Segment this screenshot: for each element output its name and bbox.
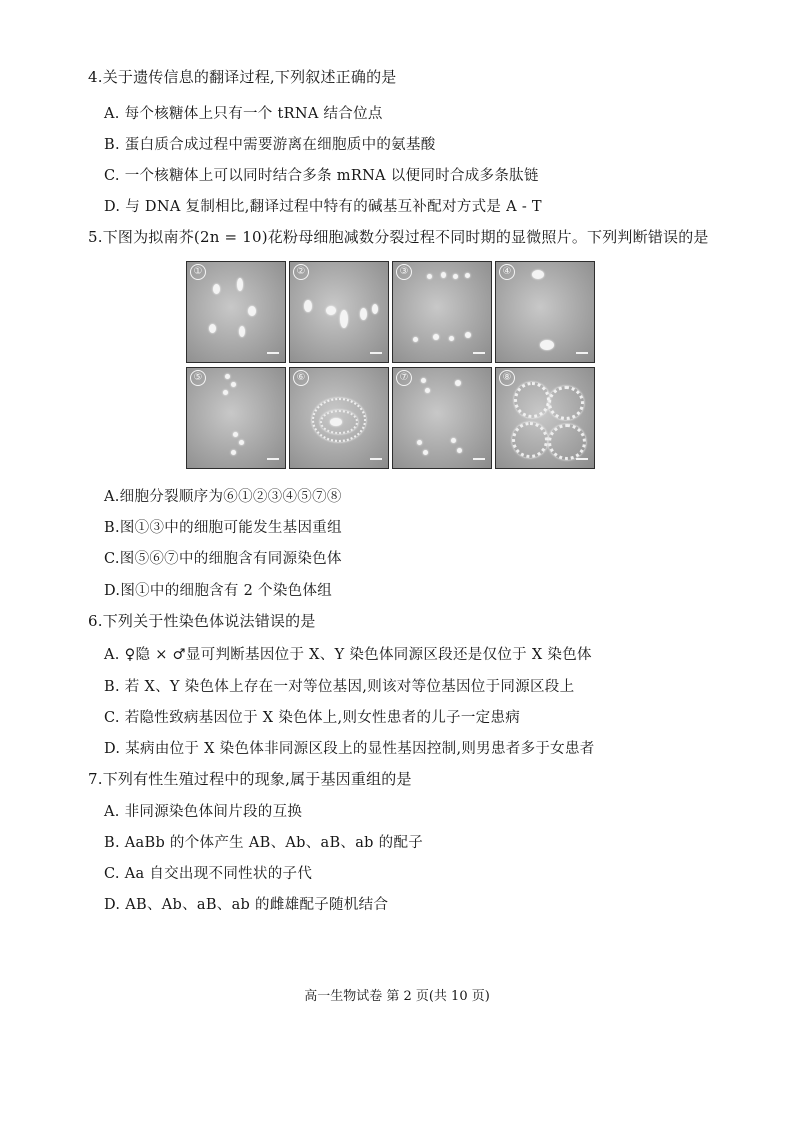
micrograph-panel-4 — [495, 261, 595, 363]
chromosome-mark — [453, 274, 458, 279]
panel-1-label: ① — [190, 264, 206, 280]
question-7-option-a: A. 非同源染色体间片段的互换 — [104, 804, 303, 820]
question-7-option-d: D. AB、Ab、aB、ab 的雌雄配子随机结合 — [104, 897, 389, 913]
chromosome-mark — [330, 418, 342, 426]
panel-2-label: ② — [293, 264, 309, 280]
scale-bar — [370, 458, 382, 460]
question-5-option-d: D.图①中的细胞含有 2 个染色体组 — [104, 583, 333, 599]
chromosome-mark — [465, 332, 471, 338]
question-5-option-b: B.图①③中的细胞可能发生基因重组 — [104, 520, 342, 536]
scale-bar — [576, 458, 588, 460]
chromosome-mark — [455, 380, 461, 386]
question-4-stem: 4.关于遗传信息的翻译过程,下列叙述正确的是 — [88, 68, 397, 86]
chromosome-mark — [225, 374, 230, 379]
chromosome-mark — [237, 278, 243, 291]
question-5-option-a: A.细胞分裂顺序为⑥①②③④⑤⑦⑧ — [104, 489, 342, 505]
micrograph-panel-6 — [289, 367, 389, 469]
page-footer: 高一生物试卷 第 2 页(共 10 页) — [304, 989, 490, 1004]
question-4-option-c: C. 一个核糖体上可以同时结合多条 mRNA 以便同时合成多条肽链 — [104, 168, 539, 184]
chromosome-mark — [326, 306, 336, 315]
micrograph-panel-8 — [495, 367, 595, 469]
scale-bar — [267, 352, 279, 354]
chromosome-mark — [540, 340, 554, 350]
chromosome-mark — [239, 440, 244, 445]
chromosome-mark — [421, 378, 426, 383]
chromosome-mark — [340, 310, 348, 328]
panel-8-label: ⑧ — [499, 370, 515, 386]
chromosome-mark — [209, 324, 216, 333]
chromosome-mark — [304, 300, 312, 312]
question-6-option-c: C. 若隐性致病基因位于 X 染色体上,则女性患者的儿子一定患病 — [104, 710, 521, 726]
chromosome-mark — [425, 388, 430, 393]
question-5-stem: 5.下图为拟南芥(2n = 10)花粉母细胞减数分裂过程不同时期的显微照片。下列判断错误的是 — [88, 228, 709, 246]
chromosome-mark — [449, 336, 454, 341]
question-7-stem: 7.下列有性生殖过程中的现象,属于基因重组的是 — [88, 770, 412, 788]
chromosome-mark — [441, 272, 446, 278]
chromosome-mark — [514, 382, 550, 418]
chromosome-mark — [512, 422, 548, 458]
chromosome-mark — [233, 432, 238, 437]
question-6-option-a: A. ♀隐 × ♂显可判断基因位于 X、Y 染色体同源区段还是仅位于 X 染色体 — [104, 647, 592, 663]
scale-bar — [576, 352, 588, 354]
panel-3-label: ③ — [396, 264, 412, 280]
micrograph-panel-1 — [186, 261, 286, 363]
scale-bar — [473, 352, 485, 354]
chromosome-mark — [548, 424, 586, 460]
chromosome-mark — [413, 337, 418, 342]
scale-bar — [267, 458, 279, 460]
micrograph-panel-5 — [186, 367, 286, 469]
chromosome-mark — [231, 450, 236, 455]
micrograph-panel-2 — [289, 261, 389, 363]
panel-7-label: ⑦ — [396, 370, 412, 386]
question-4-option-d: D. 与 DNA 复制相比,翻译过程中特有的碱基互补配对方式是 A - T — [104, 199, 542, 215]
chromosome-mark — [427, 274, 432, 279]
question-7-option-c: C. Aa 自交出现不同性状的子代 — [104, 866, 313, 882]
micrograph-panel-3 — [392, 261, 492, 363]
chromosome-mark — [423, 450, 428, 455]
micrograph-panel-7 — [392, 367, 492, 469]
chromosome-mark — [451, 438, 456, 443]
panel-6-label: ⑥ — [293, 370, 309, 386]
panel-4-label: ④ — [499, 264, 515, 280]
question-4-option-b: B. 蛋白质合成过程中需要游离在细胞质中的氨基酸 — [104, 137, 436, 153]
question-5-option-c: C.图⑤⑥⑦中的细胞含有同源染色体 — [104, 551, 342, 567]
chromosome-mark — [548, 386, 584, 420]
chromosome-mark — [360, 308, 367, 320]
scale-bar — [473, 458, 485, 460]
panel-5-label: ⑤ — [190, 370, 206, 386]
question-7-option-b: B. AaBb 的个体产生 AB、Ab、aB、ab 的配子 — [104, 835, 424, 851]
question-4-option-a: A. 每个核糖体上只有一个 tRNA 结合位点 — [104, 106, 383, 122]
chromosome-mark — [465, 273, 470, 278]
scale-bar — [370, 352, 382, 354]
question-6-stem: 6.下列关于性染色体说法错误的是 — [88, 612, 316, 630]
question-6-option-d: D. 某病由位于 X 染色体非同源区段上的显性基因控制,则男患者多于女患者 — [104, 741, 595, 757]
chromosome-mark — [417, 440, 422, 445]
chromosome-mark — [433, 334, 439, 340]
chromosome-mark — [213, 284, 220, 294]
chromosome-mark — [532, 270, 544, 279]
chromosome-mark — [223, 390, 228, 395]
chromosome-mark — [372, 304, 378, 314]
micrograph-figure — [184, 258, 592, 470]
chromosome-mark — [239, 326, 245, 337]
chromosome-mark — [231, 382, 236, 387]
chromosome-mark — [457, 448, 462, 453]
question-6-option-b: B. 若 X、Y 染色体上存在一对等位基因,则该对等位基因位于同源区段上 — [104, 679, 575, 695]
chromosome-mark — [248, 306, 256, 316]
